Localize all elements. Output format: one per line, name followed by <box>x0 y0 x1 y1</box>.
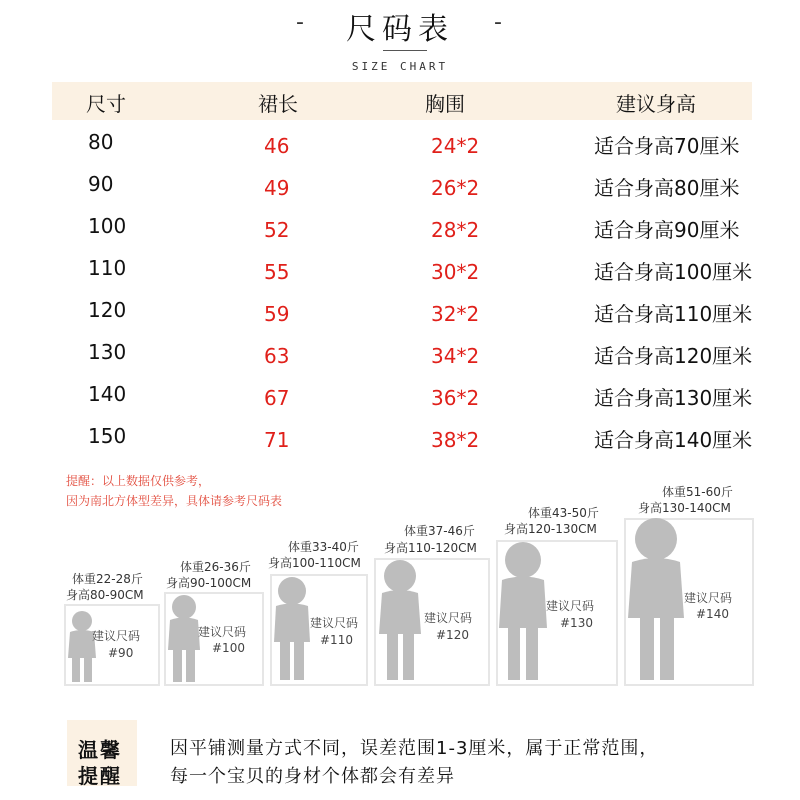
table-row <box>0 130 800 172</box>
card-height: 身高90-100CM <box>166 576 252 590</box>
cell-height: 适合身高120厘米 <box>594 344 753 368</box>
card-weight: 体重51-60斤 <box>662 485 733 499</box>
table-row <box>0 424 800 466</box>
cell-height: 适合身高70厘米 <box>594 134 740 158</box>
cell-size: 150 <box>88 424 127 448</box>
cell-size: 120 <box>88 298 127 322</box>
card-recommend: 建议尺码 <box>92 629 141 643</box>
cell-chest: 34*2 <box>431 344 480 368</box>
card-size: #90 <box>108 646 134 660</box>
cell-size: 80 <box>88 130 114 154</box>
card-weight: 体重37-46斤 <box>404 524 475 538</box>
card-height: 身高100-110CM <box>268 556 361 570</box>
title-divider <box>383 50 427 51</box>
card-recommend: 建议尺码 <box>684 591 733 605</box>
tip-title-line-2: 提醒 <box>78 764 122 788</box>
cell-size: 140 <box>88 382 127 406</box>
card-size: #140 <box>696 607 729 621</box>
cell-chest: 32*2 <box>431 302 480 326</box>
cell-length: 71 <box>264 428 290 452</box>
cell-size: 100 <box>88 214 127 238</box>
title-dash-left: - <box>296 10 304 35</box>
cell-chest: 26*2 <box>431 176 480 200</box>
card-size: #100 <box>212 641 245 655</box>
page-subtitle: SIZE CHART <box>351 60 449 73</box>
cell-chest: 24*2 <box>431 134 480 158</box>
cell-height: 适合身高140厘米 <box>594 428 753 452</box>
table-row <box>0 340 800 382</box>
cell-size: 130 <box>88 340 127 364</box>
page-title: 尺码表 <box>346 12 454 47</box>
card-size: #110 <box>320 633 353 647</box>
cell-height: 适合身高80厘米 <box>594 176 740 200</box>
note-line-1: 提醒：以上数据仅供参考， <box>66 474 211 488</box>
card-weight: 体重22-28斤 <box>72 572 143 586</box>
card-recommend: 建议尺码 <box>198 625 247 639</box>
header-chest: 胸围 <box>425 92 465 116</box>
cell-height: 适合身高110厘米 <box>594 302 753 326</box>
cell-height: 适合身高100厘米 <box>594 260 753 284</box>
card-height: 身高110-120CM <box>384 541 477 555</box>
header-size: 尺寸 <box>86 92 126 116</box>
card-weight: 体重26-36斤 <box>180 560 251 574</box>
cell-length: 52 <box>264 218 290 242</box>
tip-text-line-1: 因平铺测量方式不同，误差范围1-3厘米，属于正常范围， <box>170 738 659 759</box>
cell-length: 63 <box>264 344 290 368</box>
card-recommend: 建议尺码 <box>546 599 595 613</box>
table-row <box>0 382 800 424</box>
title-dash-right: - <box>494 10 502 35</box>
cell-length: 49 <box>264 176 290 200</box>
cell-height: 适合身高130厘米 <box>594 386 753 410</box>
table-row <box>0 256 800 298</box>
cell-chest: 38*2 <box>431 428 480 452</box>
tip-text-line-2: 每一个宝贝的身材个体都会有差异 <box>170 766 455 787</box>
cell-length: 67 <box>264 386 290 410</box>
card-weight: 体重33-40斤 <box>288 540 359 554</box>
card-recommend: 建议尺码 <box>424 611 473 625</box>
cell-length: 59 <box>264 302 290 326</box>
child-silhouette-icon <box>62 610 106 684</box>
card-height: 身高120-130CM <box>504 522 597 536</box>
cell-size: 110 <box>88 256 127 280</box>
card-size: #120 <box>436 628 469 642</box>
header-height: 建议身高 <box>616 92 696 116</box>
card-height: 身高130-140CM <box>638 501 731 515</box>
card-size: #130 <box>560 616 593 630</box>
cell-chest: 28*2 <box>431 218 480 242</box>
table-row <box>0 214 800 256</box>
cell-size: 90 <box>88 172 114 196</box>
note-line-2: 因为南北方体型差异，具体请参考尺码表 <box>66 494 283 508</box>
cell-chest: 36*2 <box>431 386 480 410</box>
cell-length: 46 <box>264 134 290 158</box>
table-row <box>0 298 800 340</box>
table-row <box>0 172 800 214</box>
card-height: 身高80-90CM <box>66 588 144 602</box>
header-length: 裙长 <box>258 92 298 116</box>
card-weight: 体重43-50斤 <box>528 506 599 520</box>
cell-height: 适合身高90厘米 <box>594 218 740 242</box>
cell-chest: 30*2 <box>431 260 480 284</box>
tip-title-line-1: 温馨 <box>78 738 122 762</box>
card-recommend: 建议尺码 <box>310 616 359 630</box>
size-chart-title-block <box>0 0 800 80</box>
cell-length: 55 <box>264 260 290 284</box>
